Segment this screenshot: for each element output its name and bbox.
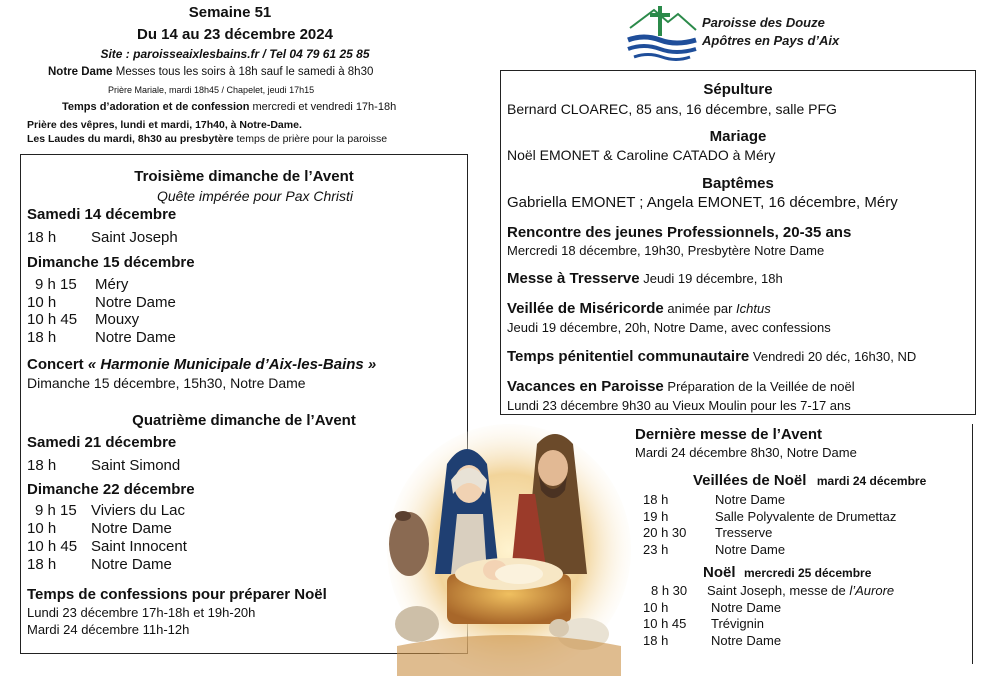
sun22-list [27, 502, 187, 574]
penitentiel-line [507, 348, 916, 365]
list-item [27, 520, 187, 538]
time: 10 h [643, 599, 669, 615]
list-item [27, 502, 187, 520]
laudes-label: Les Laudes du mardi, 8h30 au presbytère [27, 133, 234, 145]
list-item [27, 311, 176, 329]
priere-line: Prière Mariale, mardi 18h45 / Chapelet, jeudi 17h15 [108, 85, 315, 95]
sepulture-text: Bernard CLOAREC, 85 ans, 16 décembre, salle PFG [507, 101, 837, 117]
time: 9 h 15 [35, 276, 77, 293]
sat14-row [27, 229, 178, 246]
derniere-text: Mardi 24 décembre 8h30, Notre Dame [635, 445, 857, 460]
place: Saint Joseph, messe de [707, 583, 850, 598]
sun22-title: Dimanche 22 décembre [27, 481, 195, 498]
place: Tresserve [715, 525, 773, 540]
parish-logo-icon [624, 4, 704, 64]
concert-name: « Harmonie Municipale d’Aix-les-Bains » [87, 356, 377, 373]
notre-dame-label: Notre Dame [48, 66, 113, 78]
place: Notre Dame [711, 599, 782, 615]
place: Méry [95, 276, 129, 293]
concert-detail: Dimanche 15 décembre, 15h30, Notre Dame [27, 375, 306, 391]
date-range: Du 14 au 23 décembre 2024 [137, 26, 333, 43]
noel-label: Noël [703, 564, 736, 581]
adoration-label: Temps d’adoration et de confession [62, 101, 250, 113]
time: 18 h [643, 632, 669, 648]
time: 10 h [27, 293, 57, 311]
place-italic: l’Aurore [849, 583, 895, 598]
nativity-image [387, 424, 631, 676]
time: 23 h [643, 541, 669, 557]
nativity-illustration [387, 424, 631, 676]
time: 10 h 45 [643, 616, 687, 631]
place: Notre Dame [711, 632, 782, 648]
laudes-line [27, 133, 427, 145]
avent3-title: Troisième dimanche de l’Avent [134, 168, 354, 185]
veillee-detail: Jeudi 19 décembre, 20h, Notre Dame, avec confessions [507, 320, 831, 335]
sun15-title: Dimanche 15 décembre [27, 254, 195, 271]
laudes-text: temps de prière pour la paroisse [233, 133, 388, 145]
list-item [643, 600, 894, 617]
week-title: Semaine 51 [188, 4, 272, 21]
penitentiel-label: Temps pénitentiel communautaire [507, 348, 750, 365]
place: Notre Dame [91, 556, 172, 573]
confessions-title: Temps de confessions pour préparer Noël [27, 586, 327, 603]
sat21-title: Samedi 21 décembre [27, 434, 177, 451]
place: Notre Dame [95, 328, 176, 346]
concert-title [27, 356, 376, 373]
place: Salle Polyvalente de Drumettaz [715, 508, 897, 524]
sat21-row [27, 457, 180, 474]
list-item [27, 329, 176, 347]
sat21-time: 18 h [27, 457, 57, 474]
place: Notre Dame [715, 541, 786, 557]
vacances-line [507, 378, 855, 395]
time: 19 h [643, 508, 669, 524]
baptemes-title: Baptêmes [702, 175, 774, 192]
sat14-place: Saint Joseph [91, 229, 178, 246]
time: 20 h 30 [643, 525, 687, 540]
tresserve-label: Messe à Tresserve [507, 270, 640, 287]
contact-line: Site : paroisseaixlesbains.fr / Tel 04 79 61 25 85 [100, 47, 370, 61]
derniere-title: Dernière messe de l’Avent [635, 426, 823, 443]
parish-logo [624, 4, 704, 64]
vacances-detail: Lundi 23 décembre 9h30 au Vieux Moulin pour les 7-17 ans [507, 398, 851, 413]
veillee-mid: animée par [663, 301, 737, 316]
time: 9 h 15 [35, 502, 77, 519]
time: 8 h 30 [651, 583, 688, 598]
jeunes-text: Mercredi 18 décembre, 19h30, Presbytère Notre Dame [507, 243, 825, 258]
time: 10 h 45 [27, 538, 78, 555]
list-item [643, 542, 896, 559]
place: Mouxy [95, 311, 140, 328]
place: Trévignin [711, 616, 764, 631]
veillees-label: Veillées de Noël [693, 472, 807, 489]
parish-name [702, 14, 902, 50]
time: 10 h [27, 520, 57, 537]
sun15-list [27, 276, 176, 346]
place: Notre Dame [91, 520, 172, 537]
list-item [643, 583, 894, 600]
notre-dame-masses-text: Messes tous les soirs à 18h sauf le samedi à 8h30 [112, 66, 374, 78]
list-item [27, 276, 176, 294]
place: Notre Dame [95, 293, 176, 311]
list-item [643, 525, 896, 542]
parish-name-line1: Paroisse des Douze [702, 15, 825, 30]
veillee-group: Ichtus [736, 301, 771, 316]
veillees-list [643, 492, 896, 558]
tresserve-line [507, 270, 783, 287]
confessions-line1: Lundi 23 décembre 17h-18h et 19h-20h [27, 605, 256, 620]
penitentiel-text: Vendredi 20 déc, 16h30, ND [749, 349, 917, 364]
noel-list [643, 583, 894, 649]
list-item [27, 556, 187, 574]
sat14-title: Samedi 14 décembre [27, 206, 177, 223]
vacances-label: Vacances en Paroisse [507, 378, 664, 395]
time: 10 h 45 [27, 311, 78, 328]
baptemes-text: Gabriella EMONET ; Angela EMONET, 16 décembre, Méry [507, 194, 898, 211]
adoration-text: mercredi et vendredi 17h-18h [249, 101, 397, 113]
sat21-place: Saint Simond [91, 457, 181, 474]
parish-name-line2: Apôtres en Pays d’Aix [702, 33, 840, 48]
time: 18 h [27, 328, 57, 346]
concert-label: Concert [27, 356, 84, 373]
list-item [643, 616, 894, 633]
list-item [643, 492, 896, 509]
vepres-line: Prière des vêpres, lundi et mardi, 17h40, à Notre-Dame. [27, 119, 302, 131]
adoration-line [62, 101, 442, 113]
avent4-title: Quatrième dimanche de l’Avent [132, 412, 356, 429]
vacances-text: Préparation de la Veillée de noël [663, 379, 855, 394]
avent3-subtitle: Quête impérée pour Pax Christi [156, 188, 354, 204]
sat14-time: 18 h [27, 229, 57, 246]
time: 18 h [27, 556, 57, 573]
place: Notre Dame [715, 492, 786, 507]
place: Saint Innocent [91, 538, 187, 555]
time: 18 h [643, 492, 669, 507]
list-item [643, 509, 896, 526]
mariage-text: Noël EMONET & Caroline CATADO à Méry [507, 147, 776, 163]
sepulture-title: Sépulture [703, 81, 773, 98]
jeunes-title: Rencontre des jeunes Professionnels, 20-35 ans [507, 224, 852, 241]
veillees-title [693, 472, 926, 490]
noel-date: mercredi 25 décembre [743, 566, 872, 580]
confessions-line2: Mardi 24 décembre 11h-12h [27, 622, 190, 637]
veillees-date: mardi 24 décembre [816, 474, 927, 488]
place: Viviers du Lac [91, 502, 185, 519]
mariage-title: Mariage [709, 128, 767, 145]
veillee-label: Veillée de Miséricorde [507, 300, 664, 317]
noel-title [703, 564, 871, 582]
list-item [643, 633, 894, 650]
right-lower-border [972, 424, 973, 664]
list-item [27, 538, 187, 556]
tresserve-text: Jeudi 19 décembre, 18h [639, 271, 783, 286]
notre-dame-masses [48, 66, 408, 78]
list-item [27, 294, 176, 312]
veillee-title [507, 300, 771, 317]
